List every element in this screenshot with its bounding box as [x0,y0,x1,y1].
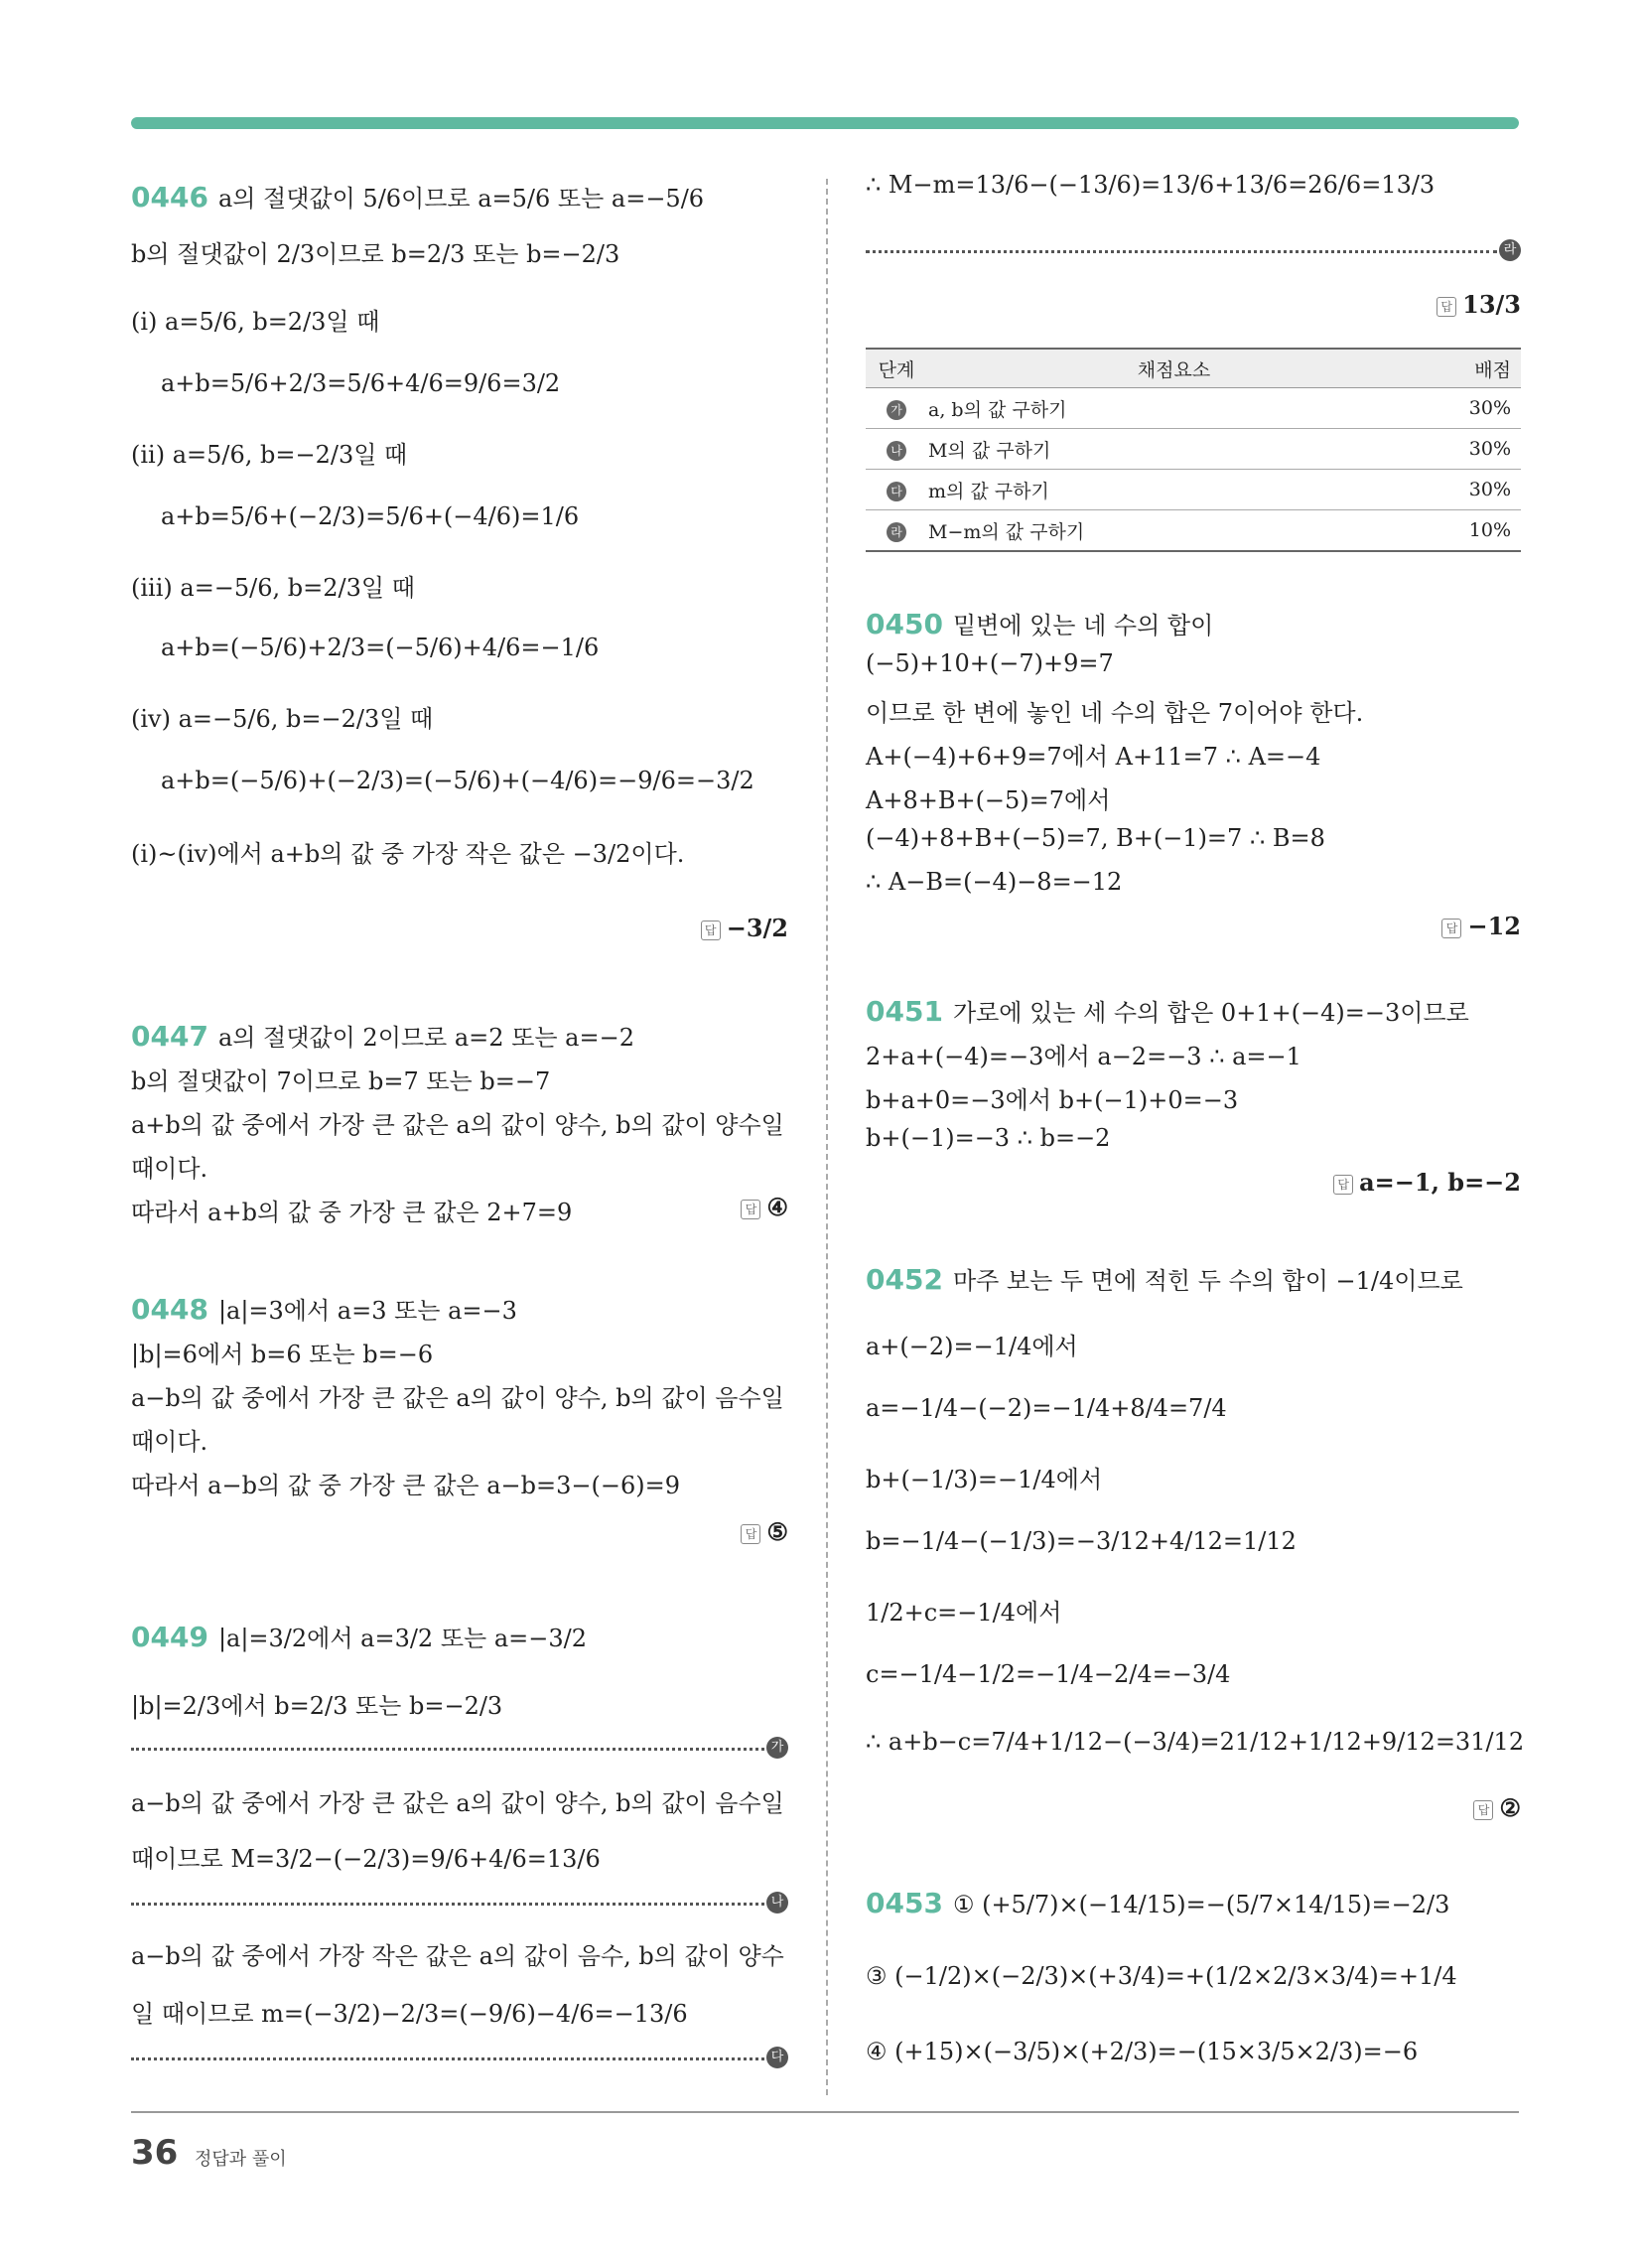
solution-line: (−5)+10+(−7)+9=7 [866,649,1114,677]
solution-line: c=−1/4−1/2=−1/4−2/4=−3/4 [866,1660,1231,1688]
step-marker: 가 [887,400,906,420]
solution-line: 때이다. [131,1428,208,1456]
answer-icon: 답 [701,921,721,940]
table-cell: M−m의 값 구하기 [927,510,1421,552]
problem-number: 0452 [866,1263,943,1296]
solution-line: a=−1/4−(−2)=−1/4+8/4=7/4 [866,1394,1227,1422]
answer-icon: 답 [1333,1175,1353,1195]
solution-line: 2+a+(−4)=−3에서 a−2=−3 ∴ a=−1 [866,1043,1301,1070]
solution-line: a+b의 값 중에서 가장 큰 값은 a의 값이 양수, b의 값이 양수일 [131,1111,784,1139]
solution-line: ∴ M−m=13/6−(−13/6)=13/6+13/6=26/6=13/3 [866,171,1436,199]
solution-line: |b|=6에서 b=6 또는 b=−6 [131,1341,434,1368]
solution-line: a+(−2)=−1/4에서 [866,1333,1078,1360]
dotted-separator [131,1903,764,1906]
solution-line: (ii) a=5/6, b=−2/3일 때 [131,441,408,469]
solution-line: a의 절댓값이 5/6이므로 a=5/6 또는 a=−5/6 [217,185,705,213]
solution-line: |a|=3/2에서 a=3/2 또는 a=−3/2 [217,1625,587,1652]
solution-line: b의 절댓값이 2/3이므로 b=2/3 또는 b=−2/3 [131,240,620,268]
solution-line: a+b=(−5/6)+(−2/3)=(−5/6)+(−4/6)=−9/6=−3/2 [161,767,754,794]
solution-line: |a|=3에서 a=3 또는 a=−3 [217,1297,517,1325]
problem-number: 0450 [866,608,943,640]
solution-line: A+(−4)+6+9=7에서 A+11=7 ∴ A=−4 [866,743,1321,771]
solution-line: a+b=(−5/6)+2/3=(−5/6)+4/6=−1/6 [161,634,600,661]
table-header: 단계 [866,349,927,388]
solution-line: a−b의 값 중에서 가장 작은 값은 a의 값이 음수, b의 값이 양수 [131,1942,784,1970]
solution-line: 밑변에 있는 네 수의 합이 [952,612,1214,639]
step-marker: 가 [766,1737,788,1759]
problem-number: 0447 [131,1020,208,1053]
step-marker: 다 [766,2047,788,2068]
step-marker: 라 [887,522,906,542]
table-row [866,388,1521,429]
solution-line: ③ (−1/2)×(−2/3)×(+3/4)=+(1/2×2/3×3/4)=+1/4 [866,1962,1457,1990]
solution-line: a−b의 값 중에서 가장 큰 값은 a의 값이 양수, b의 값이 음수일 [131,1384,784,1412]
solution-line: (i) a=5/6, b=2/3일 때 [131,308,380,336]
solution-line: 때이므로 M=3/2−(−2/3)=9/6+4/6=13/6 [131,1845,601,1873]
step-marker: 나 [766,1892,788,1914]
solution-line: b=−1/4−(−1/3)=−3/12+4/12=1/12 [866,1527,1297,1555]
table-cell: 30% [1421,388,1521,429]
solution-line: b+(−1)=−3 ∴ b=−2 [866,1124,1111,1152]
answer: 답 ② [1473,1793,1521,1822]
table-cell: a, b의 값 구하기 [927,388,1421,429]
solution-line: a+b=5/6+(−2/3)=5/6+(−4/6)=1/6 [161,502,580,530]
solution-line: (iv) a=−5/6, b=−2/3일 때 [131,705,434,733]
page-label: 정답과 풀이 [195,2149,287,2170]
problem-number: 0451 [866,995,943,1028]
answer-icon: 답 [741,1524,760,1544]
solution-line: b의 절댓값이 7이므로 b=7 또는 b=−7 [131,1067,551,1095]
scoring-table [866,348,1521,552]
answer-icon: 답 [1473,1800,1493,1820]
solution-line: 1/2+c=−1/4에서 [866,1599,1062,1627]
solution-line: b+a+0=−3에서 b+(−1)+0=−3 [866,1086,1239,1114]
table-header: 배점 [1421,349,1521,388]
solution-line: a의 절댓값이 2이므로 a=2 또는 a=−2 [217,1024,634,1052]
problem-number: 0449 [131,1621,208,1653]
answer: 답 ⑤ [741,1517,788,1546]
solution-line: A+8+B+(−5)=7에서 [866,786,1111,814]
solution-line: 이므로 한 변에 놓인 네 수의 합은 7이어야 한다. [866,699,1364,727]
dotted-separator [131,1748,764,1751]
answer: 답 13/3 [1437,290,1521,319]
solution-line: 마주 보는 두 면에 적힌 두 수의 합이 −1/4이므로 [952,1267,1463,1295]
table-cell: 10% [1421,510,1521,552]
answer-icon: 답 [1437,297,1456,317]
solution-line: (i)~(iv)에서 a+b의 값 중 가장 작은 값은 −3/2이다. [131,840,685,868]
table-row [866,510,1521,552]
step-marker: 다 [887,482,906,501]
step-marker: 라 [1499,239,1521,261]
table-cell: 30% [1421,429,1521,470]
table-row [866,470,1521,510]
solution-line: 때이다. [131,1155,208,1183]
top-bar [131,117,1519,129]
table-row [866,429,1521,470]
table-cell: m의 값 구하기 [927,470,1421,510]
solution-line: ∴ A−B=(−4)−8=−12 [866,868,1123,896]
solution-line: (−4)+8+B+(−5)=7, B+(−1)=7 ∴ B=8 [866,824,1325,852]
table-cell: M의 값 구하기 [927,429,1421,470]
table-cell: 30% [1421,470,1521,510]
page-number: 36 [131,2133,179,2173]
problem-number: 0446 [131,181,208,213]
problem-number: 0448 [131,1293,208,1326]
problem-number: 0453 [866,1887,943,1919]
footer-rule [131,2111,1519,2113]
solution-line: (iii) a=−5/6, b=2/3일 때 [131,574,415,602]
answer-icon: 답 [1441,919,1461,938]
solution-line: 따라서 a+b의 값 중 가장 큰 값은 2+7=9 [131,1199,573,1226]
answer-icon: 답 [741,1200,760,1219]
answer: 답 −3/2 [701,914,788,942]
solution-line: 따라서 a−b의 값 중 가장 큰 값은 a−b=3−(−6)=9 [131,1472,680,1499]
solution-line: a−b의 값 중에서 가장 큰 값은 a의 값이 양수, b의 값이 음수일 [131,1789,784,1817]
answer: 답 a=−1, b=−2 [1333,1168,1521,1197]
solution-line: ① (+5/7)×(−14/15)=−(5/7×14/15)=−2/3 [952,1891,1450,1918]
solution-line: a+b=5/6+2/3=5/6+4/6=9/6=3/2 [161,369,561,397]
solution-line: |b|=2/3에서 b=2/3 또는 b=−2/3 [131,1692,503,1720]
step-marker: 나 [887,441,906,461]
column-divider [826,179,828,2095]
solution-line: 가로에 있는 세 수의 합은 0+1+(−4)=−3이므로 [952,999,1469,1027]
answer: 답 ④ [741,1193,788,1221]
dotted-separator [131,2057,764,2060]
answer: 답 −12 [1441,912,1521,940]
solution-line: ④ (+15)×(−3/5)×(+2/3)=−(15×3/5×2/3)=−6 [866,2038,1419,2065]
solution-line: ∴ a+b−c=7/4+1/12−(−3/4)=21/12+1/12+9/12=31/12 [866,1728,1525,1756]
solution-line: b+(−1/3)=−1/4에서 [866,1466,1103,1493]
dotted-separator [866,250,1497,253]
solution-line: 일 때이므로 m=(−3/2)−2/3=(−9/6)−4/6=−13/6 [131,2000,688,2028]
table-header: 채점요소 [927,349,1421,388]
